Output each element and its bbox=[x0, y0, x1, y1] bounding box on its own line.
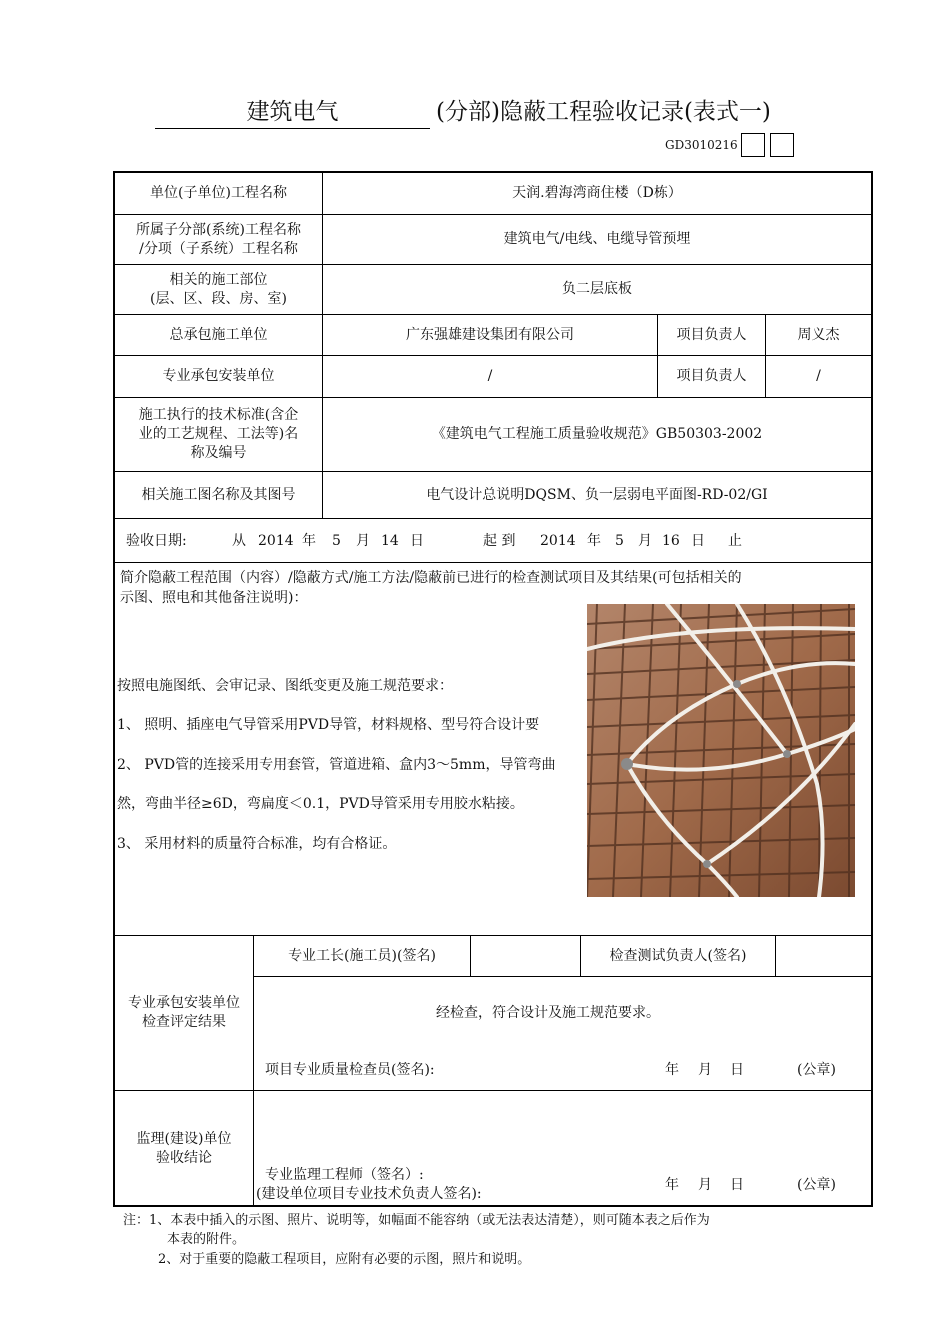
sub-check-day: 日 bbox=[730, 1062, 744, 1078]
row-divider bbox=[114, 518, 873, 519]
month-label-1: 月 bbox=[356, 533, 370, 549]
supervision-day: 日 bbox=[730, 1177, 744, 1193]
subdivision-value[interactable]: 建筑电气/电线、电缆导管预埋 bbox=[503, 231, 691, 247]
sub-manager-label: 项目负责人 bbox=[676, 368, 747, 384]
year-label-2: 年 bbox=[587, 533, 601, 549]
description-heading-line-2: 示图、照电和其他备注说明)： bbox=[120, 590, 308, 606]
foreman-signature-field[interactable] bbox=[471, 936, 580, 976]
tester-signature-label: 检查测试负责人(签名) bbox=[609, 947, 747, 964]
tester-signature-field[interactable] bbox=[776, 936, 871, 976]
day-label-2: 日 bbox=[691, 533, 705, 549]
row-divider bbox=[114, 562, 873, 563]
year-label-1: 年 bbox=[302, 533, 316, 549]
date-end: 止 bbox=[728, 533, 742, 549]
general-contractor-label: 总承包施工单位 bbox=[169, 326, 268, 343]
supervision-label-line-1: 监理(建设)单位 bbox=[136, 1130, 232, 1147]
form-title: (分部)隐蔽工程验收记录(表式一) bbox=[436, 99, 771, 125]
sub-check-month: 月 bbox=[698, 1062, 712, 1078]
from-month[interactable]: 5 bbox=[332, 533, 341, 549]
supervision-label bbox=[115, 1091, 253, 1206]
location-label bbox=[115, 265, 322, 314]
form-code: GD3010216 bbox=[665, 138, 738, 152]
description-line-3: 2、 PVD管的连接采用专用套管，管道进箱、盒内3～5mm，导管弯曲 bbox=[117, 757, 556, 773]
to-month[interactable]: 5 bbox=[615, 533, 624, 549]
to-year[interactable]: 2014 bbox=[540, 533, 576, 549]
supervision-label-line-2: 验收结论 bbox=[156, 1149, 212, 1166]
description-line-5: 3、 采用材料的质量符合标准，均有合格证。 bbox=[117, 836, 397, 852]
to-day[interactable]: 16 bbox=[662, 533, 680, 549]
standard-label-line-3: 称及编号 bbox=[190, 445, 247, 461]
month-label-2: 月 bbox=[638, 533, 652, 549]
standard-label-line-1: 施工执行的技术标准(含企 bbox=[138, 407, 299, 423]
acceptance-date-label: 验收日期: bbox=[126, 533, 187, 549]
location-value[interactable]: 负二层底板 bbox=[562, 281, 632, 297]
note-line-1: 注：1、本表中插入的示图、照片、说明等，如幅面不能容纳（或无法表达清楚），则可随本表之后作为 bbox=[123, 1213, 710, 1228]
from-year[interactable]: 2014 bbox=[258, 533, 294, 549]
description-heading-line-1: 简介隐蔽工程范围（内容）/隐蔽方式/施工方法/隐蔽前已进行的检查测试项目及其结果(可包括相关的 bbox=[120, 570, 742, 586]
subdivision-label-line-2: /分项（子系统）工程名称 bbox=[139, 240, 298, 257]
note-line-3: 2、对于重要的隐蔽工程项目，应附有必要的示图，照片和说明。 bbox=[158, 1252, 531, 1267]
description-line-2: 1、 照明、插座电气导管采用PVD导管，材料规格、型号符合设计要 bbox=[117, 717, 540, 733]
gc-manager-label: 项目负责人 bbox=[676, 326, 747, 343]
sub-check-label bbox=[115, 936, 253, 1090]
supervising-engineer-label: 专业监理工程师（签名）: bbox=[265, 1167, 424, 1183]
supervision-year: 年 bbox=[665, 1177, 679, 1193]
drawing-value[interactable]: 电气设计总说明DQSM、负一层弱电平面图-RD-02/GI bbox=[426, 486, 768, 503]
gc-manager-value[interactable]: 周义杰 bbox=[797, 326, 840, 343]
row-divider bbox=[253, 976, 873, 977]
foreman-signature-label: 专业工长(施工员)(签名) bbox=[288, 947, 436, 964]
subcontractor-value[interactable]: / bbox=[487, 368, 493, 384]
division-name: 建筑电气 bbox=[155, 96, 430, 129]
project-name-value[interactable]: 天润.碧海湾商住楼（D栋） bbox=[512, 185, 682, 201]
supervision-month: 月 bbox=[698, 1177, 712, 1193]
standard-label-line-2: 业的工艺规程、工法等)名 bbox=[138, 426, 299, 442]
code-box-2[interactable] bbox=[770, 133, 794, 157]
note-line-2: 本表的附件。 bbox=[167, 1232, 246, 1247]
quality-inspector-label: 项目专业质量检查员(签名): bbox=[265, 1062, 435, 1078]
sub-check-label-line-1: 专业承包安装单位 bbox=[128, 995, 240, 1011]
day-label-1: 日 bbox=[410, 533, 424, 549]
sub-check-seal: (公章) bbox=[797, 1062, 836, 1078]
standard-value[interactable]: 《建筑电气工程施工质量验收规范》GB50303-2002 bbox=[431, 426, 763, 442]
code-box-1[interactable] bbox=[741, 133, 765, 157]
subdivision-label-line-1: 所属子分部(系统)工程名称 bbox=[136, 221, 301, 238]
description-line-4: 然，弯曲半径≥6D，弯扁度＜0.1，PVD导管采用专用胶水粘接。 bbox=[117, 796, 524, 812]
site-photo bbox=[587, 604, 855, 897]
general-contractor-value[interactable]: 广东强雄建设集团有限公司 bbox=[406, 326, 574, 343]
standard-label bbox=[115, 398, 322, 471]
conduit-rebar-photo bbox=[587, 604, 855, 897]
supervision-seal: (公章) bbox=[797, 1177, 836, 1193]
location-label-line-2: (层、区、段、房、室) bbox=[150, 290, 287, 307]
sub-check-label-line-2: 检查评定结果 bbox=[142, 1014, 226, 1030]
subcontractor-label: 专业承包安装单位 bbox=[162, 368, 275, 384]
project-name-label: 单位(子单位)工程名称 bbox=[150, 185, 287, 201]
sub-check-year: 年 bbox=[665, 1062, 679, 1078]
from-day[interactable]: 14 bbox=[381, 533, 399, 549]
drawing-label: 相关施工图名称及其图号 bbox=[141, 486, 296, 503]
sub-manager-value[interactable]: / bbox=[816, 368, 821, 384]
owner-technical-lead-label: (建设单位项目专业技术负责人签名): bbox=[256, 1186, 482, 1202]
location-label-line-1: 相关的施工部位 bbox=[169, 271, 268, 288]
date-to: 起 到 bbox=[483, 533, 516, 549]
check-conclusion: 经检查，符合设计及施工规范要求。 bbox=[436, 1005, 660, 1021]
subdivision-label bbox=[115, 215, 322, 264]
description-line-1: 按照电施图纸、会审记录、图纸变更及施工规范要求： bbox=[117, 678, 453, 694]
date-from: 从 bbox=[232, 533, 246, 549]
